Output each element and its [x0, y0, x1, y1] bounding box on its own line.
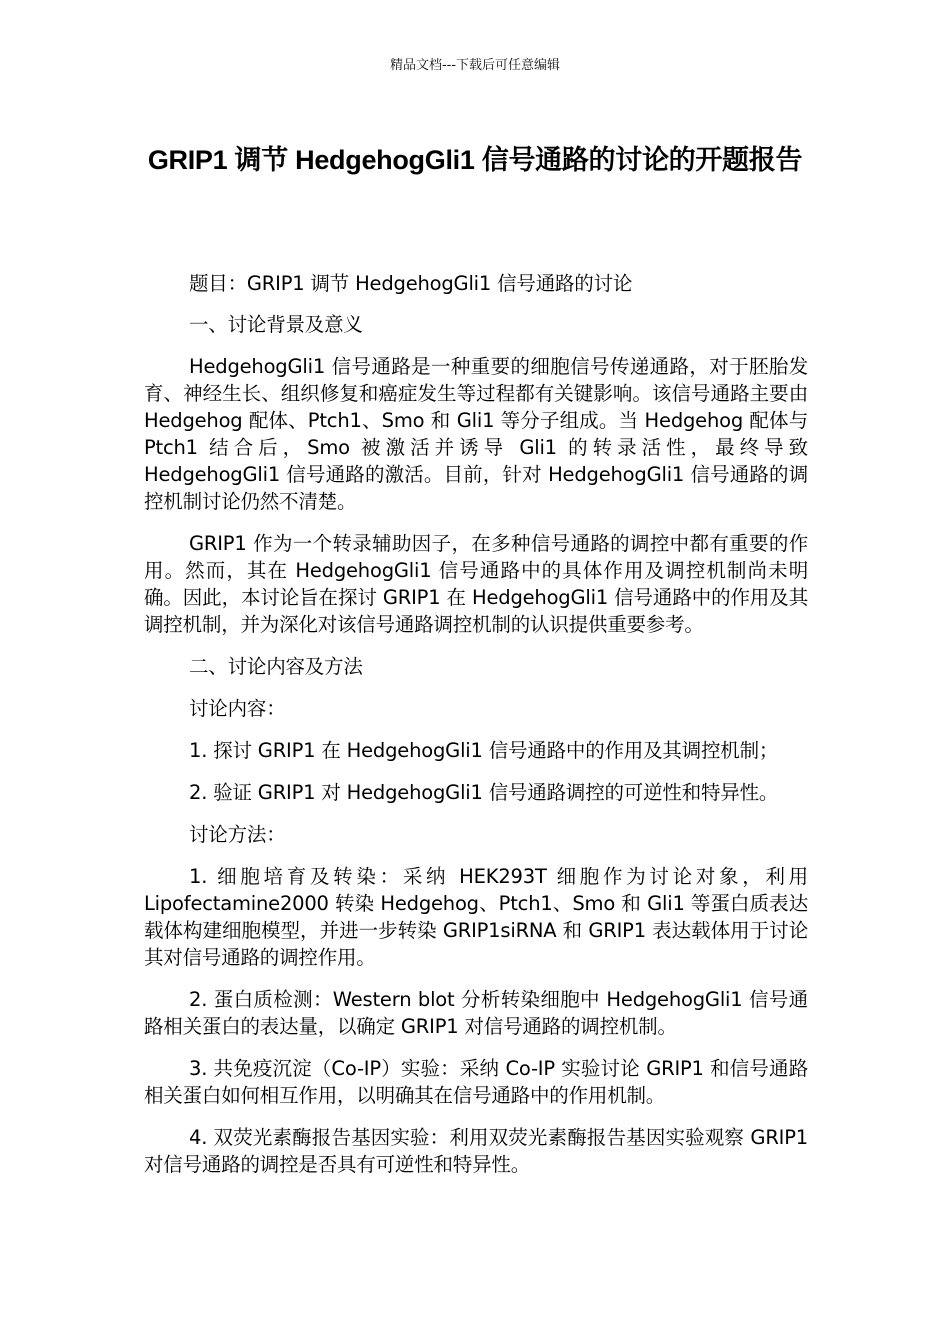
content-label: 讨论内容： — [189, 697, 286, 720]
section-heading-background: 一、讨论背景及意义 — [189, 313, 363, 336]
method-item: 1. 细胞培育及转染：采纳 HEK293T 细胞作为讨论对象，利用 Lipofectamine2000 转染 Hedgehog、Ptch1、Smo 和 Gli1 等蛋白质表达载体构建细胞模型，并进一步转染 GRIP1siRNA 和 GRIP1 表达载体用于讨论其对信号通路的调控作用。 — [144, 865, 808, 969]
document-body — [144, 270, 808, 1193]
section-heading-content-method: 二、讨论内容及方法 — [189, 655, 363, 678]
subject-line: 题目：GRIP1 调节 HedgehogGli1 信号通路的讨论 — [189, 272, 633, 295]
content-item: 2. 验证 GRIP1 对 HedgehogGli1 信号通路调控的可逆性和特异性。 — [189, 781, 779, 804]
document-title: GRIP1 调节 HedgehogGli1 信号通路的讨论的开题报告 — [147, 145, 803, 175]
method-item: 4. 双荧光素酶报告基因实验：利用双荧光素酶报告基因实验观察 GRIP1 对信号通路的调控是否具有可逆性和特异性。 — [144, 1126, 808, 1176]
background-paragraph-1: HedgehogGli1 信号通路是一种重要的细胞信号传递通路，对于胚胎发育、神经生长、组织修复和癌症发生等过程都有关键影响。该信号通路主要由 Hedgehog 配体、Ptch1、Smo 和 Gli1 等分子组成。当 Hedgehog 配体与 Ptch1 结合后，Smo 被激活并诱导 Gli1 的转录活性，最终导致 HedgehogGli1 信号通路的激活。目前，针对 HedgehogGli1 信号通路的调控机制讨论仍然不清楚。 — [144, 355, 808, 513]
header-note: 精品文档---下载后可任意编辑 — [389, 58, 561, 73]
content-item: 1. 探讨 GRIP1 在 HedgehogGli1 信号通路中的作用及其调控机制； — [189, 739, 779, 762]
method-item: 3. 共免疫沉淀（Co-IP）实验：采纳 Co-IP 实验讨论 GRIP1 和信号通路相关蛋白如何相互作用，以明确其在信号通路中的作用机制。 — [144, 1057, 808, 1107]
method-label: 讨论方法： — [189, 823, 286, 846]
background-paragraph-2: GRIP1 作为一个转录辅助因子，在多种信号通路的调控中都有重要的作用。然而，其在 HedgehogGli1 信号通路中的具体作用及调控机制尚未明确。因此，本讨论旨在探讨 GRIP1 在 HedgehogGli1 信号通路中的作用及其调控机制，并为深化对该信号通路调控机制的认识提供重要参考。 — [144, 532, 808, 636]
method-item: 2. 蛋白质检测：Western blot 分析转染细胞中 HedgehogGli1 信号通路相关蛋白的表达量，以确定 GRIP1 对信号通路的调控机制。 — [144, 988, 808, 1038]
